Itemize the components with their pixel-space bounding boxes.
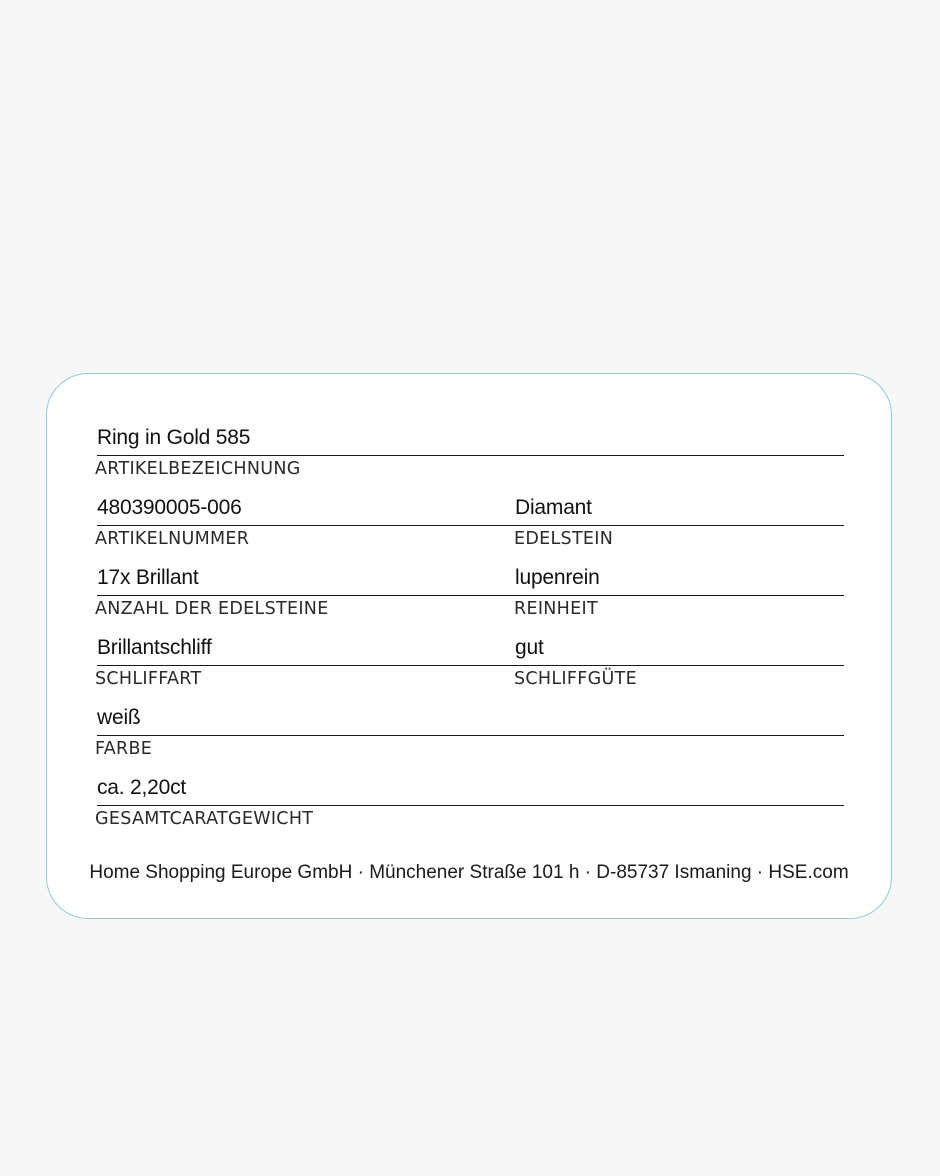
field-farbe — [97, 706, 844, 766]
field-edelstein — [513, 496, 844, 556]
reinheit-label: REINHEIT — [514, 599, 598, 619]
divider-line — [513, 595, 844, 596]
field-schliffguete — [513, 636, 844, 696]
artikelbezeichnung-label: ARTIKELBEZEICHNUNG — [95, 459, 301, 479]
divider-line — [513, 525, 844, 526]
edelstein-label: EDELSTEIN — [514, 529, 614, 549]
schliffguete-value: gut — [515, 636, 544, 659]
gesamtcaratgewicht-value: ca. 2,20ct — [97, 776, 187, 799]
divider-line — [97, 525, 513, 526]
artikelbezeichnung-value: Ring in Gold 585 — [97, 426, 251, 449]
company-footer: Home Shopping Europe GmbH · Münchener Straße 101 h · D-85737 Ismaning · HSE.com — [89, 862, 849, 883]
farbe-label: FARBE — [95, 739, 153, 759]
field-schliffart — [97, 636, 513, 696]
divider-line — [97, 455, 844, 456]
field-artikelnummer — [97, 496, 513, 556]
certificate-card — [46, 373, 892, 919]
farbe-value: weiß — [97, 706, 141, 729]
anzahl-der-edelsteine-label: ANZAHL DER EDELSTEINE — [95, 599, 329, 619]
field-artikelbezeichnung — [97, 426, 844, 486]
divider-line — [97, 595, 513, 596]
field-reinheit — [513, 566, 844, 626]
schliffart-value: Brillantschliff — [97, 636, 212, 659]
divider-line — [513, 665, 844, 666]
edelstein-value: Diamant — [515, 496, 592, 519]
divider-line — [97, 665, 513, 666]
schliffart-label: SCHLIFFART — [95, 669, 202, 689]
artikelnummer-label: ARTIKELNUMMER — [95, 529, 250, 549]
field-anzahl-der-edelsteine — [97, 566, 513, 626]
divider-line — [97, 805, 844, 806]
gesamtcaratgewicht-label: GESAMTCARATGEWICHT — [95, 809, 314, 829]
anzahl-der-edelsteine-value: 17x Brillant — [97, 566, 199, 589]
field-gesamtcaratgewicht — [97, 776, 844, 836]
schliffguete-label: SCHLIFFGÜTE — [514, 669, 637, 689]
reinheit-value: lupenrein — [515, 566, 600, 589]
divider-line — [97, 735, 844, 736]
artikelnummer-value: 480390005-006 — [97, 496, 242, 519]
